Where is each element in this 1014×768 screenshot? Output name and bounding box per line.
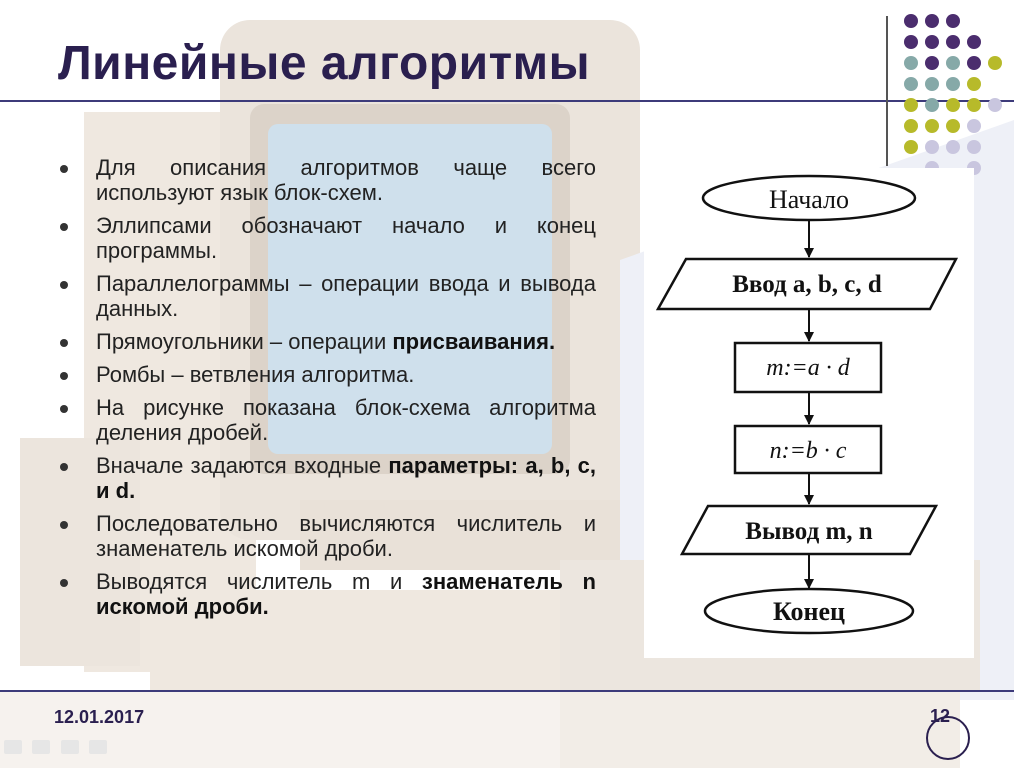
page-number: 12 xyxy=(930,706,951,726)
decor-dot xyxy=(946,35,960,49)
decor-dot xyxy=(967,119,981,133)
bullet-text: Выводятся числитель m и xyxy=(96,569,422,594)
decor-dot xyxy=(904,140,918,154)
decor-dot xyxy=(946,56,960,70)
bullet-list xyxy=(56,155,596,627)
bullet-item xyxy=(56,511,596,561)
bullet-item xyxy=(56,213,596,263)
decor-dot xyxy=(946,77,960,91)
decor-dot xyxy=(904,14,918,28)
bullet-text: Ромбы – ветвления алгоритма. xyxy=(96,362,415,387)
bullet-text: Для описания алгоритмов чаще всего используют язык блок-схем. xyxy=(96,155,596,205)
decor-dot xyxy=(904,119,918,133)
prev-arrow-icon[interactable] xyxy=(4,740,22,754)
decor-dot xyxy=(988,56,1002,70)
start-label: Начало xyxy=(768,185,850,214)
decor-dot xyxy=(925,35,939,49)
decor-dot xyxy=(946,119,960,133)
bullet-bold-text: присваивания. xyxy=(392,329,556,354)
bullet-item xyxy=(56,155,596,205)
bullet-text: Эллипсами обозначают начало и конец программы. xyxy=(96,213,596,263)
bullet-text: Параллелограммы – операции ввода и вывода данных. xyxy=(96,271,596,321)
slide-date: 12.01.2017 xyxy=(54,707,145,727)
flowchart xyxy=(644,168,974,658)
pen-icon[interactable] xyxy=(32,740,50,754)
bullet-item xyxy=(56,569,596,619)
assign-n-label: n:=b · c xyxy=(769,438,847,464)
decor-dot xyxy=(967,140,981,154)
decor-dot xyxy=(904,98,918,112)
bullet-text: На рисунке показана блок-схема алгоритма деления дробей. xyxy=(96,395,596,445)
bullet-text: Вначале задаются входные xyxy=(96,453,389,478)
decor-dot xyxy=(988,98,1002,112)
bullet-item xyxy=(56,362,596,387)
bullet-item xyxy=(56,271,596,321)
decor-dot xyxy=(904,77,918,91)
bullet-item xyxy=(56,329,596,354)
decor-dot xyxy=(946,98,960,112)
decor-vertical-line xyxy=(886,16,888,166)
flowchart-panel xyxy=(644,168,974,658)
bullet-text: Прямоугольники – операции xyxy=(96,329,393,354)
bullet-item xyxy=(56,453,596,503)
assign-m-label: m:=a · d xyxy=(766,355,850,381)
decor-dot xyxy=(925,140,939,154)
bullet-bold-text: знаменатель n искомой дроби. xyxy=(96,569,596,619)
end-label: Конец xyxy=(772,597,846,626)
bullet-bold-text: параметры: a, b, c, и d. xyxy=(96,453,597,503)
decor-dot xyxy=(925,14,939,28)
decor-dot xyxy=(925,98,939,112)
decor-dot xyxy=(904,35,918,49)
decor-dot xyxy=(967,77,981,91)
decor-dot xyxy=(925,77,939,91)
slideshow-toolbar xyxy=(4,740,113,759)
slide-title: Линейные алгоритмы xyxy=(58,37,591,90)
decor-dot xyxy=(946,14,960,28)
decor-dot xyxy=(967,35,981,49)
decor-dot xyxy=(946,140,960,154)
decor-dot xyxy=(904,56,918,70)
decor-dot xyxy=(925,119,939,133)
output-label: Вывод m, n xyxy=(745,518,873,545)
bullet-item xyxy=(56,395,596,445)
bullet-text: Последовательно вычисляются числитель и знаменатель искомой дроби. xyxy=(96,511,596,561)
menu-icon[interactable] xyxy=(61,740,79,754)
next-arrow-icon[interactable] xyxy=(89,740,107,754)
decor-dot xyxy=(967,56,981,70)
footer-divider xyxy=(0,690,1014,692)
title-divider xyxy=(0,100,1014,102)
input-label: Ввод a, b, c, d xyxy=(732,271,882,298)
decor-dot xyxy=(925,56,939,70)
decor-dot xyxy=(967,98,981,112)
